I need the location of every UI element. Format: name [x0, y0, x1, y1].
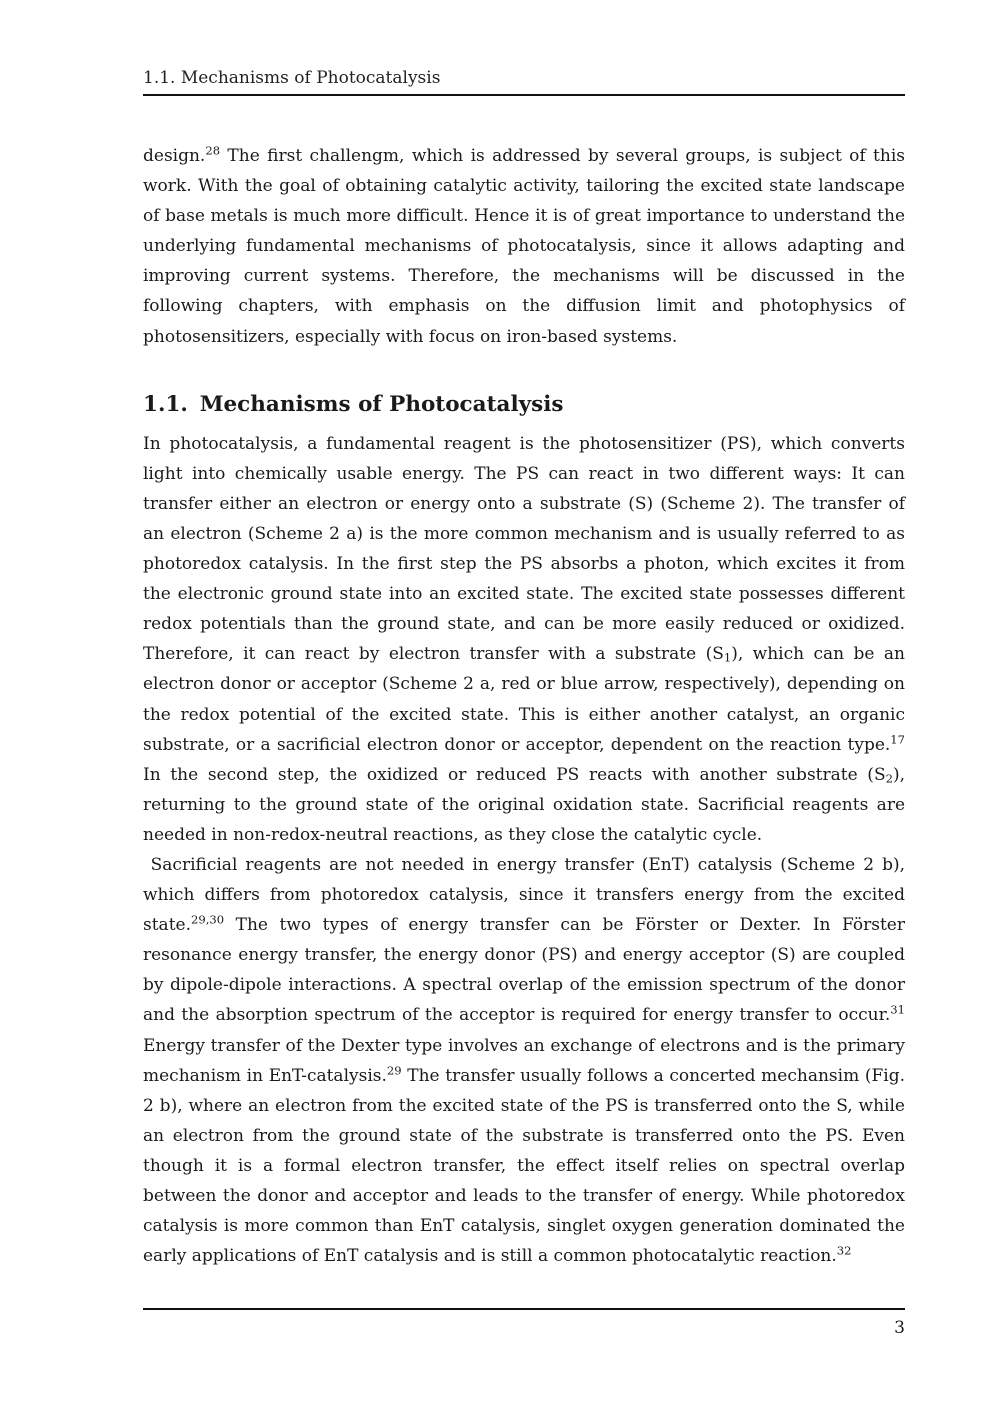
paragraph-photoredox — [143, 429, 905, 850]
intro-text-1: design. — [143, 146, 206, 166]
para1-text-2: ), which can be an electron donor or acceptor (Scheme 2 a, red or blue arrow, respectively), depending on the redox potential of the excited state. This is either another catalyst, an organic substrate, or a sacrificial electron donor or acceptor, dependent on the reaction type. — [143, 644, 905, 755]
page-number: 3 — [894, 1318, 905, 1338]
footer-rule — [143, 1308, 905, 1310]
para2-text-1: Sacrificial reagents are not needed in energy transfer (EnT) catalysis (Scheme 2 b), which differs from photoredox catalysis, since it transfers energy from the excited state. — [143, 854, 905, 936]
body-text — [143, 141, 905, 1271]
subscript: 1 — [723, 650, 732, 665]
section-heading — [143, 390, 905, 420]
section-number: 1.1. — [143, 391, 188, 417]
citation-ref: 28 — [205, 143, 221, 158]
document-page — [143, 0, 905, 1414]
para2-text-2: The two types of energy transfer can be Förster or Dexter. In Förster resonance energy transfer, the energy donor (PS) and energy acceptor (S) are coupled by dipole-dipole interactions. A spectral overlap of the emission spectrum of the donor and the absorption spectrum of the acceptor is required for energy transfer to occur. — [143, 915, 905, 1026]
header-rule — [143, 94, 905, 96]
citation-ref: 29 — [386, 1062, 402, 1077]
intro-paragraph — [143, 141, 905, 352]
intro-text-2: The first challengm, which is addressed by several groups, is subject of this work. With the goal of obtaining catalytic activity, tailoring the excited state landscape of base metals is much more difficult. Hence it is of great importance to understand the underlying fundamental mechanisms of photocatalysis, since it allows adapting and improving current systems. Therefore, the mechanisms will be discussed in the following chapters, with emphasis on the diffusion limit and photophysics of photosensitizers, especially with focus on iron-based systems. — [143, 146, 905, 347]
paragraph-energy-transfer — [143, 850, 905, 1271]
para1-text-1: In photocatalysis, a fundamental reagent is the photosensitizer (PS), which converts light into chemically usable energy. The PS can react in two different ways: It can transfer either an electron or energy onto a substrate (S) (Scheme 2). The transfer of an electron (Scheme 2 a) is the more common mechanism and is usually referred to as photoredox catalysis. In the first step the PS absorbs a photon, which excites it from the electronic ground state into an excited state. The excited state possesses different redox potentials than the ground state, and can be more easily reduced or oxidized. Therefore, it can react by electron transfer with a substrate (S — [143, 433, 905, 665]
citation-ref: 29,30 — [191, 912, 225, 927]
subscript: 2 — [885, 771, 893, 786]
para2-text-4: The transfer usually follows a concerted mechansim (Fig. 2 b), where an electron from the excited state of the PS is transferred onto the S, while an electron from the ground state of the substrate is transferred onto the PS. Even though it is a formal electron transfer, the effect itself relies on spectral overlap between the donor and acceptor and leads to the transfer of energy. While photoredox catalysis is more common than EnT catalysis, singlet oxygen generation dominated the early applications of EnT catalysis and is still a common photocatalytic reaction. — [143, 1065, 905, 1267]
section-title: Mechanisms of Photocatalysis — [199, 391, 564, 417]
running-header: 1.1. Mechanisms of Photocatalysis — [143, 68, 441, 88]
para1-text-3: In the second step, the oxidized or reduced PS reacts with another substrate (S — [143, 764, 886, 785]
para1-text-4: ), returning to the ground state of the original oxidation state. Sacrificial reagents are needed in non-redox-neutral reactions, as they close the catalytic cycle. — [143, 764, 905, 845]
citation-ref: 31 — [890, 1002, 905, 1017]
citation-ref: 32 — [836, 1243, 852, 1258]
para2-text-3: Energy transfer of the Dexter type involves an exchange of electrons and is the primary mechanism in EnT-catalysis. — [143, 1035, 905, 1086]
citation-ref: 17 — [890, 731, 905, 746]
